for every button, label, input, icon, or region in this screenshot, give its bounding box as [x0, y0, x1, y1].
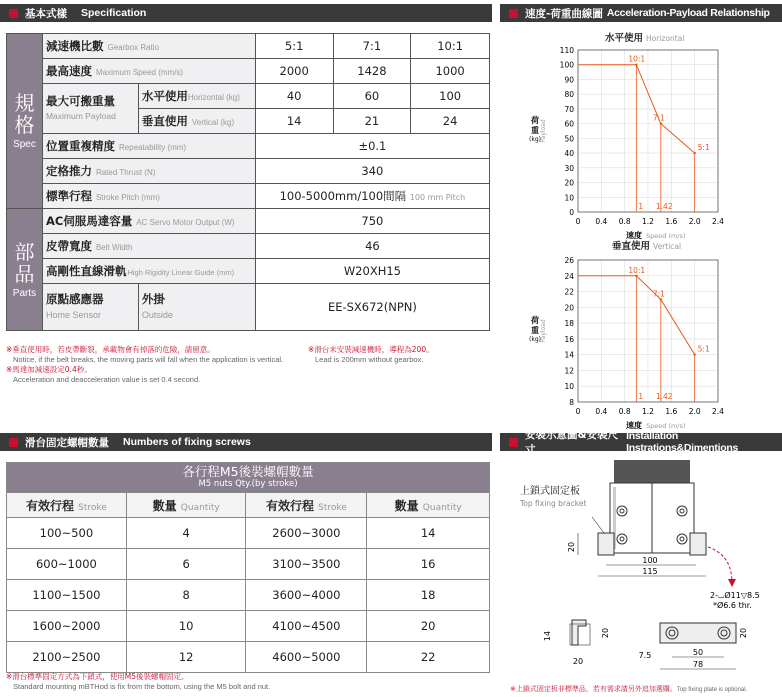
bracket-label: 上鎖式固定板 — [520, 486, 580, 497]
data-point — [693, 152, 695, 154]
y-tick-label: 30 — [564, 163, 574, 173]
screws-header: 滑台固定螺帽數量 Numbers of fixing screws — [0, 433, 492, 451]
sensor-sub-label: 外掛 Outside — [138, 284, 255, 331]
sensor-value: EE-SX672(NPN) — [255, 284, 489, 331]
point-label: 5:1 — [697, 344, 710, 354]
payload-h2: 60 — [333, 84, 411, 109]
speed-v3: 1000 — [411, 59, 490, 84]
payload-h1: 40 — [255, 84, 333, 109]
y-tick-label: 110 — [559, 46, 574, 55]
dim-20d: 20 — [739, 627, 748, 639]
arrow-icon — [728, 579, 736, 587]
thrust-value: 340 — [255, 159, 489, 184]
guide-label: 高剛性直線滑軌High Rigidity Linear Guide (mm) — [42, 259, 255, 284]
spec-table — [6, 33, 490, 331]
marker-label: 1.42 — [655, 202, 673, 211]
stroke-col-1: 有效行程 Stroke — [7, 493, 127, 518]
payload-v2: 21 — [333, 109, 411, 134]
data-point — [693, 353, 695, 355]
belt-label: 皮帶寬度 Belt Width — [42, 234, 255, 259]
y-tick-label: 18 — [564, 319, 574, 329]
point-label: 7:1 — [652, 289, 665, 299]
y-axis-label: 荷 — [531, 316, 539, 325]
dim-20: 20 — [567, 541, 576, 553]
header-marker-icon — [9, 9, 18, 18]
y-tick-label: 12 — [564, 366, 574, 376]
thrust-row — [7, 159, 490, 184]
point-label: 10:1 — [628, 265, 646, 275]
data-point — [635, 64, 637, 66]
dim-14: 14 — [543, 630, 552, 642]
y-tick-label: 60 — [564, 119, 574, 129]
stroke-value: 100-5000mm/100間隔 100 mm Pitch — [255, 184, 489, 209]
side-spec: 規 格 Spec — [7, 34, 43, 209]
screws-head-row — [7, 493, 490, 518]
dim-78: 78 — [692, 660, 704, 669]
y-tick-label: 90 — [564, 75, 574, 85]
table-row: 1100~1500 8 3600~4000 18 — [7, 580, 490, 611]
y-tick-label: 26 — [564, 256, 574, 265]
y-tick-label: 10 — [564, 193, 574, 203]
table-row: 1600~2000 10 4100~4500 20 — [7, 611, 490, 642]
dim-115: 115 — [642, 567, 658, 576]
dim-20b: 20 — [601, 627, 610, 639]
marker-label: 1 — [638, 202, 644, 211]
y-tick-label: 8 — [569, 398, 574, 407]
ratio-10: 10:1 — [411, 34, 490, 59]
payload-v1: 14 — [255, 109, 333, 134]
x-tick-label: 2.4 — [712, 217, 724, 226]
table-row: 2100~2500 12 4600~5000 22 — [7, 642, 490, 673]
motor-label: AC伺服馬達容量 AC Servo Motor Output (W) — [42, 209, 255, 234]
belt-row — [7, 234, 490, 259]
y-tick-label: 50 — [564, 134, 574, 144]
repeat-row — [7, 134, 490, 159]
y-tick-label: 20 — [564, 178, 574, 188]
x-axis-label: 速度 — [626, 421, 642, 430]
x-tick-label: 0.4 — [595, 407, 608, 416]
y-axis-label: 重 — [531, 126, 539, 135]
y-axis-unit: (kg) — [529, 336, 541, 343]
guide-value: W20XH15 — [255, 259, 489, 284]
point-label: 10:1 — [628, 54, 646, 64]
module-top — [614, 460, 690, 485]
x-tick-label: 1.6 — [665, 407, 678, 416]
horizontal-payload-chart — [500, 42, 782, 242]
y-tick-label: 14 — [564, 350, 574, 360]
bracket-label-en: Top fixing bracket — [520, 499, 587, 508]
marker-label: 1 — [638, 392, 644, 401]
ratio-label: 減速機比數 Gearbox Ratio — [42, 34, 255, 59]
dim-7-5: 7.5 — [638, 651, 652, 660]
dim-20c: 20 — [572, 657, 584, 666]
dim-50: 50 — [692, 648, 704, 657]
y-tick-label: 0 — [569, 208, 574, 217]
y-tick-label: 16 — [564, 334, 574, 344]
chart2-title: 垂直使用 Vertical — [612, 241, 682, 252]
payload-h-row — [7, 84, 490, 109]
x-tick-label: 2.0 — [688, 407, 701, 416]
x-tick-label: 1.2 — [642, 217, 654, 226]
side-parts: 部 品 Parts — [7, 209, 43, 331]
sensor-row — [7, 284, 490, 331]
vertical-payload-chart — [500, 250, 782, 430]
speed-v1: 2000 — [255, 59, 333, 84]
spec-notes: ※垂直使用時，若皮帶斷裂，承載物會有掉落的危險，請留意。 ※滑台未安裝減速機時，導程為200。 Notice, if the belt breaks, the moving parts will fall when the application is vertical. Lead is 200mm without gearbox. ※馬達加減速設定0.4秒。 Acceleration and deacceleration value is set 0.4 second. — [6, 345, 434, 384]
motor-value: 750 — [255, 209, 489, 234]
y-axis-label-en: Payload — [540, 119, 547, 143]
plate — [660, 623, 736, 643]
payload-v3: 24 — [411, 109, 490, 134]
x-tick-label: 2.0 — [688, 217, 701, 226]
sensor-label: 原點感應器 Home Sensor — [42, 284, 138, 331]
installation-drawing — [500, 455, 782, 695]
thrust-label: 定格推力 Rated Thrust (N) — [42, 159, 255, 184]
x-axis-label-en: Speed (m/s) — [646, 232, 686, 240]
data-point — [660, 122, 662, 124]
hole-spec: 2-⌴Ø11▽8.5 — [710, 591, 760, 600]
point-label: 7:1 — [652, 113, 665, 123]
marker-label: 1.42 — [655, 392, 673, 401]
hole-spec-2: *Ø6.6 thr. — [713, 601, 752, 610]
y-tick-label: 40 — [564, 149, 574, 159]
x-axis-label-en: Speed (m/s) — [646, 422, 686, 430]
table-row: 600~1000 6 3100~3500 16 — [7, 549, 490, 580]
payload-h3: 100 — [411, 84, 490, 109]
x-tick-label: 0 — [575, 407, 581, 416]
y-axis-label: 重 — [531, 326, 539, 335]
screws-title: 各行程M5後裝螺帽數量 M5 nuts Qty.(by stroke) — [7, 463, 490, 493]
header-marker-icon — [9, 438, 18, 447]
y-tick-label: 24 — [564, 271, 574, 281]
y-tick-label: 100 — [559, 60, 574, 70]
bracket-right — [690, 533, 706, 555]
x-tick-label: 0 — [575, 217, 581, 226]
chart-header: 速度-荷重曲線圖 Acceleration-Payload Relationship — [500, 4, 782, 22]
repeat-value: ±0.1 — [255, 134, 489, 159]
y-tick-label: 10 — [564, 382, 574, 392]
ratio-5: 5:1 — [255, 34, 333, 59]
x-tick-label: 0.4 — [595, 217, 608, 226]
point-label: 5:1 — [697, 143, 710, 153]
data-point — [635, 275, 637, 277]
belt-value: 46 — [255, 234, 489, 259]
y-tick-label: 22 — [564, 287, 574, 297]
ratio-7: 7:1 — [333, 34, 411, 59]
y-axis-label-en: Payload — [540, 319, 547, 343]
payload-horizontal-label: 水平使用Horizontal (kg) — [138, 84, 255, 109]
x-tick-label: 1.6 — [665, 217, 678, 226]
dim-100: 100 — [642, 556, 658, 565]
speed-v2: 1428 — [333, 59, 411, 84]
header-marker-icon — [509, 9, 518, 18]
x-axis-label: 速度 — [626, 231, 642, 240]
x-tick-label: 1.2 — [642, 407, 654, 416]
speed-row — [7, 59, 490, 84]
y-tick-label: 20 — [564, 303, 574, 313]
payload-label: 最大可搬重量 Maximum Payload — [42, 84, 138, 134]
stroke-label: 標準行程 Stroke Pitch (mm) — [42, 184, 255, 209]
y-tick-label: 80 — [564, 90, 574, 100]
screws-note: ※滑台標準固定方式為下鎖式，使用M5後裝螺帽固定。 Standard mounting mBTHod is fix from the bottom, using the M5 bolt and nut. — [6, 672, 271, 691]
payload-vertical-label: 垂直使用 Vertical (kg) — [138, 109, 255, 134]
x-tick-label: 0.8 — [618, 217, 631, 226]
chart1-title: 水平使用 Horizontal — [605, 33, 685, 44]
install-header: 安裝示意圖&安裝尺寸 Installation Instrations&Dimentions — [500, 433, 782, 451]
ratio-row — [7, 34, 490, 59]
repeat-label: 位置重複精度 Repeatability (mm) — [42, 134, 255, 159]
guide-row — [7, 259, 490, 284]
header-marker-icon — [509, 438, 518, 447]
y-tick-label: 70 — [564, 104, 574, 114]
qty-col-1: 數量 Quantity — [126, 493, 246, 518]
x-tick-label: 2.4 — [712, 407, 724, 416]
stroke-col-2: 有效行程 Stroke — [246, 493, 367, 518]
y-axis-label: 荷 — [531, 116, 539, 125]
motor-row — [7, 209, 490, 234]
y-axis-unit: (kg) — [529, 136, 541, 143]
stroke-row — [7, 184, 490, 209]
speed-label: 最高速度 Maximum Speed (mm/s) — [42, 59, 255, 84]
qty-col-2: 數量 Quantity — [367, 493, 490, 518]
spec-header: 基本式樣 Specification — [0, 4, 492, 22]
x-tick-label: 0.8 — [618, 407, 631, 416]
table-row: 100~500 4 2600~3000 14 — [7, 518, 490, 549]
screws-table — [6, 462, 490, 673]
bracket-left — [598, 533, 614, 555]
install-note: ※上鎖式固定板非標準品，若有需求請另外追加選購。Top fixing plate is optional. — [510, 685, 748, 693]
data-point — [660, 298, 662, 300]
